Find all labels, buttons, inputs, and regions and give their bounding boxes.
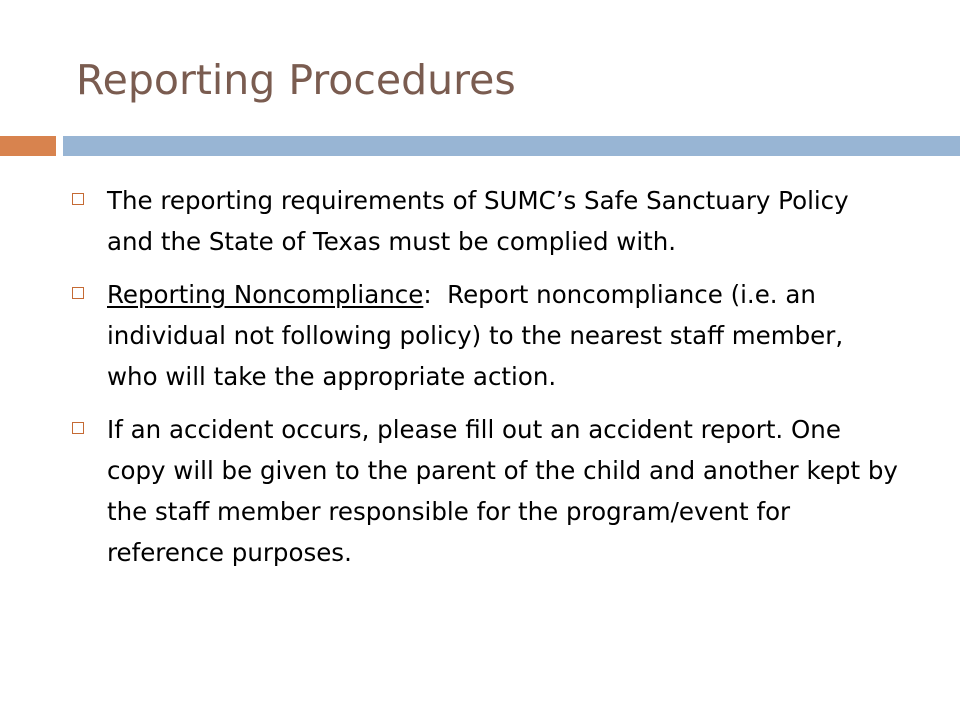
slide-title: Reporting Procedures	[76, 56, 516, 104]
bullet-item-reporting-requirements	[0, 180, 960, 262]
accent-bar-blue	[63, 136, 960, 156]
square-bullet-icon	[72, 193, 84, 205]
bullet-item-accident-report	[0, 409, 960, 573]
bullet-separator: :	[423, 280, 448, 309]
bullet-text: The reporting requirements of SUMC’s Safe Sanctuary Policy and the State of Texas must be complied with.	[107, 186, 849, 256]
bullet-item-reporting-noncompliance	[0, 274, 960, 397]
square-bullet-icon	[72, 422, 84, 434]
square-bullet-icon	[72, 287, 84, 299]
bullet-list	[0, 180, 960, 585]
accent-bar-orange	[0, 136, 56, 156]
bullet-label: Reporting Noncompliance	[107, 280, 424, 309]
bullet-text: If an accident occurs, please fill out an accident report. One copy will be given to the parent of the child and another kept by the staff member responsible for the program/event for reference purposes.	[107, 415, 898, 567]
bullet-text: Report noncompliance (i.e. an individual not following policy) to the nearest staff member, who will take the appropriate action.	[107, 280, 844, 391]
